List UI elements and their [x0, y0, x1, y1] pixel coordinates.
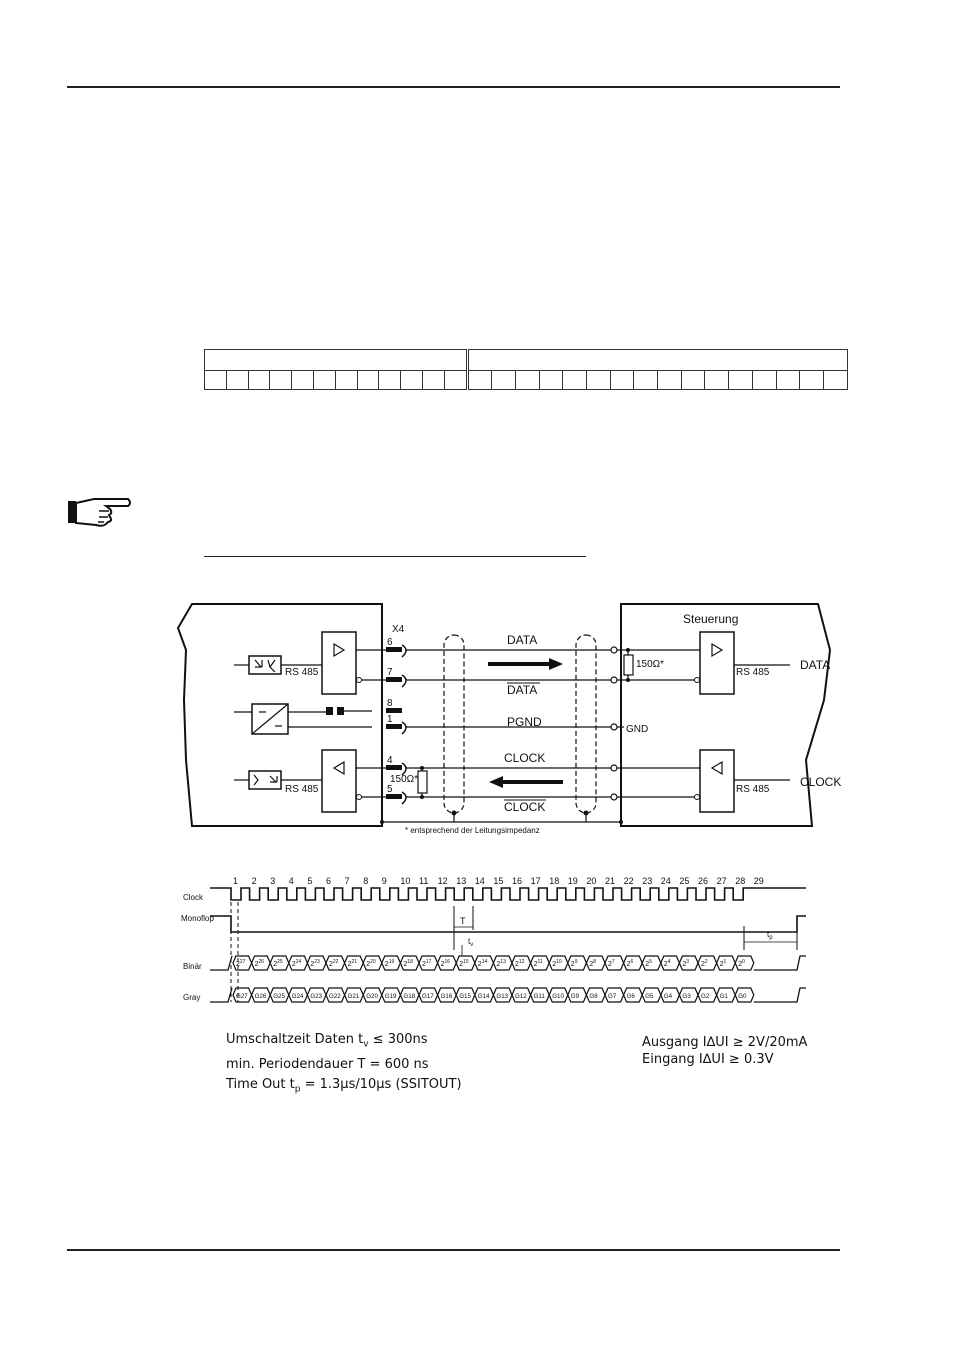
- clock-number: 7: [344, 876, 350, 886]
- clock-number: 9: [381, 876, 387, 886]
- gray-bus-label: G14: [477, 993, 490, 1000]
- bottom-rule: [67, 1249, 840, 1251]
- gray-bus-label: G26: [254, 993, 267, 1000]
- binary-bus-label: $2^{25}$: [273, 959, 283, 968]
- table-cell: [752, 371, 776, 390]
- clock-number: 21: [605, 876, 616, 886]
- binary-bus-lead: [210, 956, 232, 970]
- top-rule: [67, 86, 840, 88]
- gray-bus-label: G9: [570, 993, 580, 1000]
- binary-bus-label: $2^4$: [663, 959, 671, 968]
- clock-number: 10: [400, 876, 411, 886]
- table-cell: [681, 371, 705, 390]
- gray-bus-label: G24: [291, 993, 304, 1000]
- pin-label: 6: [387, 637, 393, 648]
- rs485-label: RS 485: [736, 667, 770, 678]
- gray-bus-label: G0: [738, 993, 747, 1000]
- pointing-hand-icon: [66, 491, 132, 531]
- table-cell: [729, 371, 753, 390]
- table-header-left: [205, 350, 468, 371]
- clock-waveform: [210, 888, 806, 900]
- table-cell: [205, 371, 227, 390]
- monoflop-waveform: [210, 916, 806, 932]
- binary-bus-label: $2^{13}$: [496, 959, 506, 968]
- signal-pgnd-label: PGND: [507, 715, 542, 729]
- pin-label: 4: [387, 755, 393, 766]
- clock-number: 20: [586, 876, 597, 886]
- tp-label: $t_p$: [767, 930, 773, 941]
- clock-number: 16: [512, 876, 523, 886]
- gray-bus-label: G4: [663, 993, 673, 1000]
- binary-bus-label: $2^{18}$: [403, 959, 413, 968]
- gray-bus-label: G3: [682, 993, 691, 1000]
- gray-bus-label: G1: [719, 993, 728, 1000]
- binary-bus-label: $2^{17}$: [422, 959, 432, 968]
- timing-diagram: [0, 865, 954, 1010]
- gray-bus-label: G23: [310, 993, 323, 1000]
- clock-number: 23: [642, 876, 653, 886]
- binary-bus-label: $2^0$: [738, 959, 745, 968]
- rs485-label: RS 485: [285, 667, 319, 678]
- connector-label: X4: [392, 624, 405, 635]
- note-underline: [204, 556, 586, 557]
- clock-number: 18: [549, 876, 560, 886]
- table-cell: [248, 371, 270, 390]
- binary-bus-label: $2^7$: [608, 959, 615, 968]
- controller-driver-block: [700, 750, 734, 812]
- table-cell: [422, 371, 444, 390]
- table-cell: [515, 371, 539, 390]
- period-label: T: [460, 916, 466, 926]
- gray-bus-label: G20: [366, 993, 378, 1000]
- note-timeout: Time Out $t_p = 1.3\mu s/10\mu s$ (SSITOUT): [226, 1076, 462, 1095]
- clock-number: 4: [288, 876, 294, 886]
- clock-number: 5: [307, 876, 313, 886]
- controller-receiver-block: [700, 632, 734, 694]
- note-input-level: Eingang I∆UI ≥ 0.3V: [642, 1052, 774, 1067]
- row-label-monoflop: Monoflop: [181, 914, 214, 923]
- resistor-icon: [418, 771, 427, 793]
- clock-number: 24: [660, 876, 671, 886]
- gray-bus-label: G22: [329, 993, 341, 1000]
- binary-bus-label: $2^{24}$: [291, 959, 302, 968]
- gray-bus-label: G19: [384, 993, 397, 1000]
- table-cell: [401, 371, 423, 390]
- table-cell: [658, 371, 682, 390]
- wiring-diagram: [0, 590, 954, 840]
- bit-format-table: [204, 349, 848, 390]
- pin-label: 7: [387, 667, 393, 678]
- clock-number: 19: [567, 876, 578, 886]
- binary-bus-label: $2^5$: [645, 959, 652, 968]
- gray-bus-label: G17: [422, 993, 434, 1000]
- output-clock-label: CLOCK: [800, 775, 842, 789]
- note-min-period: min. Periodendauer T = 600 ns: [226, 1056, 429, 1072]
- table-cell: [335, 371, 357, 390]
- timing-notes: [226, 1030, 462, 1099]
- binary-bus-label: $2^6$: [626, 959, 634, 968]
- table-cell: [467, 371, 492, 390]
- table-cell: [705, 371, 729, 390]
- gray-bus-label: G11: [533, 993, 545, 1000]
- table-cell: [587, 371, 611, 390]
- signal-clock-bar-label: CLOCK: [504, 800, 546, 814]
- binary-bus-label: $2^{15}$: [459, 959, 469, 968]
- output-data-label: DATA: [800, 658, 831, 672]
- clock-number: 14: [474, 876, 485, 886]
- binary-bus-label: $2^{12}$: [515, 959, 525, 968]
- gray-bus-label: G5: [645, 993, 654, 1000]
- table-cell: [270, 371, 292, 390]
- table-cell: [539, 371, 563, 390]
- table-cell: [379, 371, 401, 390]
- table-cell: [226, 371, 248, 390]
- level-notes: [642, 1034, 807, 1068]
- gray-bus-label: G25: [273, 993, 285, 1000]
- binary-bus-label: $2^{20}$: [366, 959, 376, 968]
- binary-bus-label: $2^{14}$: [477, 959, 488, 968]
- optocoupler-icon: [249, 656, 281, 674]
- table-cell: [823, 371, 847, 390]
- gray-bus-label: G16: [440, 993, 453, 1000]
- table-cell: [776, 371, 800, 390]
- binary-bus-label: $2^{19}$: [384, 959, 395, 968]
- gray-bus-label: G6: [626, 993, 635, 1000]
- optocoupler-icon: [249, 771, 281, 789]
- binary-bus-label: $2^1$: [719, 959, 727, 968]
- note-switch-time: Umschaltzeit Daten $t_v \le 300ns$: [226, 1032, 428, 1050]
- clock-number: 3: [270, 876, 276, 886]
- pin-label: 8: [387, 698, 393, 709]
- row-label-binary: Binär: [183, 962, 202, 971]
- signal-clock-label: CLOCK: [504, 751, 546, 765]
- left-receiver-block: [322, 750, 356, 812]
- binary-bus-label: $2^9$: [570, 959, 578, 968]
- row-label-gray: Gray: [183, 993, 201, 1002]
- gray-bus-label: G18: [403, 993, 416, 1000]
- clock-number: 2: [251, 876, 257, 886]
- gray-bus-lead: [210, 988, 232, 1002]
- table-cell: [610, 371, 634, 390]
- clock-number: 25: [679, 876, 690, 886]
- gray-bus-label: G21: [347, 993, 360, 1000]
- resistor-label: 150Ω*: [390, 774, 419, 785]
- tv-label: $t_v$: [468, 937, 474, 948]
- resistor-label: 150Ω*: [636, 659, 665, 670]
- clock-number: 17: [530, 876, 541, 886]
- binary-bus-tail: [754, 956, 806, 970]
- gray-bus-label: G27: [236, 993, 248, 1000]
- pin-label: 1: [387, 714, 393, 725]
- right-arrow-icon: [549, 658, 563, 670]
- table-cell: [292, 371, 314, 390]
- clock-number: 13: [456, 876, 467, 886]
- signal-data-label: DATA: [507, 633, 538, 647]
- clock-number: 8: [363, 876, 369, 886]
- binary-bus-label: $2^{10}$: [552, 959, 562, 968]
- table-cell: [313, 371, 335, 390]
- table-cell: [357, 371, 379, 390]
- binary-bus-label: $2^{23}$: [310, 959, 320, 968]
- controller-box: [621, 604, 830, 826]
- clock-number: 11: [419, 876, 429, 886]
- binary-bus-label: $2^{27}$: [236, 959, 246, 968]
- binary-bus-label: $2^2$: [701, 959, 708, 968]
- binary-bus-label: $2^{16}$: [440, 959, 451, 968]
- pin-label: 5: [387, 784, 393, 795]
- clock-number: 1: [233, 876, 239, 886]
- gray-bus-tail: [754, 988, 806, 1002]
- binary-bus-label: $2^{21}$: [347, 959, 358, 968]
- controller-title: Steuerung: [683, 612, 739, 626]
- binary-bus-label: $2^8$: [589, 959, 597, 968]
- cable-shield: [444, 635, 464, 813]
- clock-number: 22: [623, 876, 634, 886]
- footnote: * entsprechend der Leitungsimpedanz: [405, 826, 540, 835]
- clock-number: 26: [698, 876, 709, 886]
- gray-bus-label: G7: [608, 993, 617, 1000]
- rs485-label: RS 485: [736, 784, 770, 795]
- clock-number: 29: [753, 876, 764, 886]
- gnd-label: GND: [626, 724, 649, 735]
- rs485-label: RS 485: [285, 784, 319, 795]
- table-header-right: [467, 350, 847, 371]
- binary-bus-label: $2^{26}$: [254, 959, 265, 968]
- cable-shield: [576, 635, 596, 813]
- clock-number: 12: [437, 876, 448, 886]
- note-output-level: Ausgang I∆UI ≥ 2V/20mA: [642, 1035, 808, 1050]
- gray-bus-label: G8: [589, 993, 598, 1000]
- resistor-icon: [624, 655, 633, 675]
- signal-data-bar-label: DATA: [507, 683, 538, 697]
- binary-bus-label: $2^{11}$: [533, 959, 543, 968]
- binary-bus-label: $2^3$: [682, 959, 690, 968]
- binary-bus-label: $2^{22}$: [329, 959, 339, 968]
- clock-number: 15: [493, 876, 504, 886]
- drive-box: [178, 604, 382, 826]
- left-driver-block: [322, 632, 356, 694]
- clock-number: 27: [716, 876, 727, 886]
- table-cell: [444, 371, 467, 390]
- table-cell: [634, 371, 658, 390]
- gray-bus-label: G15: [459, 993, 471, 1000]
- gray-bus-label: G10: [552, 993, 564, 1000]
- table-cell: [563, 371, 587, 390]
- gray-bus-label: G13: [496, 993, 509, 1000]
- table-cell: [492, 371, 516, 390]
- gray-bus-label: G12: [515, 993, 527, 1000]
- row-label-clock: Clock: [183, 893, 204, 902]
- clock-number: 28: [735, 876, 746, 886]
- left-arrow-icon: [489, 776, 503, 788]
- clock-number: 6: [326, 876, 332, 886]
- table-cell: [800, 371, 824, 390]
- gray-bus-label: G2: [701, 993, 710, 1000]
